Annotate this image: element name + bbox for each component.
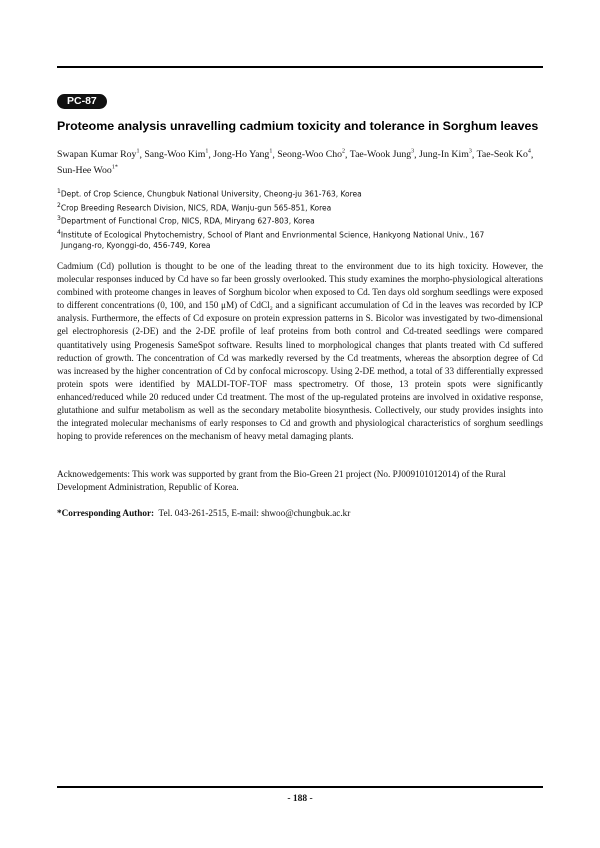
bottom-rule <box>57 786 543 788</box>
author-affiliation-mark: 2 <box>342 149 346 155</box>
affiliation-text: Dept. of Crop Science, Chungbuk National University, Cheong-ju 361-763, Korea <box>60 189 362 199</box>
author-name: Tae-Seok Ko <box>476 149 528 161</box>
page-number: - 188 - <box>287 794 313 804</box>
affiliation-text: Department of Functional Crop, NICS, RDA, Miryang 627-803, Korea <box>60 216 315 226</box>
session-badge: PC-87 <box>57 94 107 109</box>
affiliation <box>57 227 545 241</box>
affiliation-text: Crop Breeding Research Division, NICS, RDA, Wanju-gun 565-851, Korea <box>60 203 332 212</box>
author-list: Swapan Kumar Roy$^1$, Sang-Woo Kim$^1$, Jong-Ho Yang$^1$, Seong-Woo Cho$^2$, Tae-Wook Jung$^3$, Jung-In Kim$^3$, Tae-Seok Ko$^4$, Sun-Hee Woo$^{1*}$ <box>57 149 534 176</box>
abstract-text: Cadmium (Cd) pollution is thought to be one of the leading threat to the environment due to its high toxicity. However, the molecular responses induced by Cd have so far been grossly overlooked. This study examines the morpho-physiological alterations combined with proteome changes in leaves of Sorghum bicolor when exposed to Cd. Ten days old sorghum seedlings were exposed to different concentrations (0, 100, and 150 μM) of CdCl₂ and a significant accumulation of Cd in the leaves was recorded by ICP analysis. Furthermore, the effects of Cd exposure on protein expression patterns in S. Bicolor was investigated by two-dimensional gel electrophoresis (2-DE) and the 2-DE profile of leaf proteins from both control and Cd-treated seedlings were compared quantitatively using Progenesis SameSpot software. Results lined to morphological changes that plants treated with Cd suffered reduction of growth. The concentration of Cd was markedly reversed by the Cd treatments, whereas the absorption degree of Cd was increased by the higher concentration of Cd by confocal microscopy. Using 2-DE method, a total of 33 differentially expressed protein spots were identified by MALDI-TOF-TOF mass spectrometry. Of those, 13 protein spots were significantly enhanced/reduced while 20 reduced under Cd treatment. The most of the up-regulated proteins are involved in oxidative response, glutathione and sulfur metabolism as well as the secondary metabolite biosynthesis. Collectively, our study provides insights into the integrated molecular mechanisms of early responses to Cd and growth and physiological characteristics of sorghum seedlings hoping to provide references on the mechanism of heavy metal damaging plants. <box>57 261 543 442</box>
author-affiliation-mark: 1 <box>269 149 273 155</box>
top-rule <box>57 66 543 68</box>
author-name: Tae-Wook Jung <box>349 149 412 161</box>
affiliation-mark: 4 <box>57 228 61 236</box>
author <box>350 149 414 160</box>
affiliation-mark: 3 <box>57 215 61 222</box>
author-name: Seong-Woo Cho <box>277 149 343 161</box>
author-affiliation-mark: 3 <box>468 149 472 155</box>
affiliation <box>57 186 545 200</box>
author-name: Jung-In Kim <box>419 149 469 161</box>
affiliation-mark: 2 <box>57 201 61 209</box>
author-affiliation-mark: 4 <box>527 149 531 155</box>
affiliation <box>57 213 545 227</box>
author <box>213 149 272 160</box>
affiliation-mark: 1 <box>57 188 61 195</box>
author-name: Swapan Kumar Roy <box>57 149 137 161</box>
paper-title: Proteome analysis unravelling cadmium toxicity and tolerance in Sorghum leaves <box>57 119 539 133</box>
author <box>57 149 139 160</box>
affiliation <box>57 200 545 214</box>
author <box>277 149 345 160</box>
affiliation-continuation: Jungang-ro, Kyonggi-do, 456-749, Korea <box>61 241 211 250</box>
affiliation-list <box>57 186 545 251</box>
corresponding-label: *Corresponding Author: <box>57 508 155 518</box>
corresponding-contact: Tel. 043-261-2515, E-mail: shwoo@chungbuk.ac.kr <box>158 508 351 518</box>
author-affiliation-mark: 1 <box>205 149 209 155</box>
author <box>419 149 472 160</box>
author-affiliation-mark: 1* <box>111 164 118 171</box>
author-affiliation-mark: 3 <box>411 149 415 155</box>
author-affiliation-mark: 1 <box>136 149 140 155</box>
author-name: Sang-Woo Kim <box>144 149 206 161</box>
corresponding-author <box>57 508 543 518</box>
author-name: Sun-Hee Woo <box>57 164 112 176</box>
author <box>477 149 531 160</box>
acknowledgements-text: Acknowedgements: This work was supported by grant from the Bio-Green 21 project (No. PJ009101012014) of the Rural Development Administration, Republic of Korea. <box>57 469 506 493</box>
author <box>144 149 208 160</box>
author-name: Jong-Ho Yang <box>213 149 270 161</box>
affiliation-text: Institute of Ecological Phytochemistry, School of Plant and Envrionmental Science, Hankyong National Univ., 167 <box>60 230 485 239</box>
author <box>57 165 118 176</box>
